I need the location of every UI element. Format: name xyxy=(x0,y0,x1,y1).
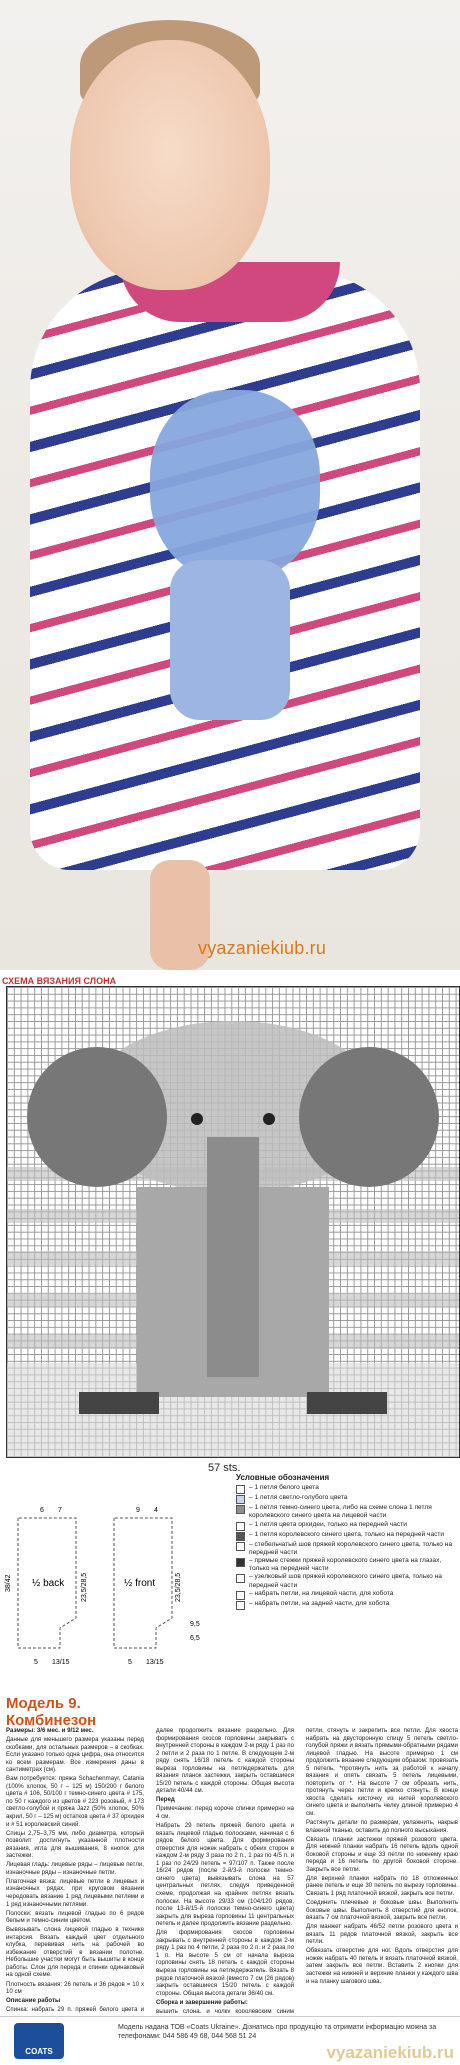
paragraph: Размеры: 3/6 мес. и 9/12 мес. xyxy=(6,1727,94,1734)
paragraph: Растянуть детали по размерам, увлажнить, накрыв влажной тканью, оставить до полного высыхания. xyxy=(306,1819,458,1834)
baby-head xyxy=(70,40,270,290)
dim-top-b: 7 xyxy=(58,1507,62,1514)
stitch-count-label: 57 sts. xyxy=(208,1462,241,1474)
legend-swatch xyxy=(236,1505,245,1514)
legend-swatch xyxy=(236,1522,245,1531)
model-number: Модель 9. xyxy=(6,1695,81,1712)
legend-swatch xyxy=(236,1485,245,1494)
legend-label: – 1 петля белого цвета xyxy=(249,1484,319,1492)
paragraph: Примечание: перед короче спинки примерно на 4 см. xyxy=(156,1805,294,1821)
paragraph: Плотность вязания: 26 петель и 36 рядов = 10 х 10 см xyxy=(6,1980,144,1996)
legend-label: – 1 петля светло-голубого цвета xyxy=(249,1494,348,1502)
legend-item xyxy=(236,1573,456,1589)
pattern-schematic xyxy=(4,1478,224,1690)
paragraph: петли, стянуть и закрепить все петли. Для хвоста набрать на двусторонную спицу 5 петель светло-голубой пряжи и вязать прямыми-обратными рядами лицевой гладью. На высоте примерно 1 см продолжить вязание следующим образом: провязать 5 петель, *протянуть нить за работой к началу вязания и опять связать 5 петель лицевыми, повторить от *. На высоте 7 см обрезать нить, протянуть через петли и крепко стянуть. В конце хвоста сделать кисточку из нитей королевского синего цвета и выполнить челку длиной примерно 4 см. xyxy=(306,1727,458,1818)
elephant-motif xyxy=(150,390,320,580)
legend-swatch xyxy=(236,1532,245,1541)
dim-back-height: 38/42 xyxy=(5,1574,12,1592)
paragraph: далее продолжить вязание раздельно. Для формирования скосов горловины закрывать с внутренней стороны в каждом 2-м ряду 1 раз по 2 петли и 2 раза по 1 петле. В следующем 2-м ряду снять 16/18 петель с каждой стороны выреза горловины на петледержатель для вязания планок застежки, закрыть оставшиеся 15/20 петель с каждой стороны. Общая высота детали 40/44 см. xyxy=(156,1727,294,1795)
legend-title: Условные обозначения xyxy=(236,1473,330,1482)
dim-front-body: 23,5/28,5 xyxy=(175,1572,182,1602)
paragraph: Для манжет набрать 46/52 петли розового цвета и вязать 11 рядов платочной вязкой, закрыть все петли. xyxy=(306,1923,458,1946)
legend-label: – узелковый шов пряжей королевского синего цвета, только на передней части xyxy=(249,1573,442,1589)
instructions-text xyxy=(6,1727,458,2013)
photo-watermark: vyazaniekiub.ru xyxy=(198,938,327,958)
chart-section-title: СХЕМА ВЯЗАНИЯ СЛОНА xyxy=(2,976,117,986)
model-name: Комбинезон xyxy=(6,1712,97,1729)
legend-label: – набрать петли, на задней части, для хобота xyxy=(249,1599,390,1607)
dim-leg: 6,5 xyxy=(190,1635,200,1642)
legend-item xyxy=(236,1521,456,1531)
legend-item xyxy=(236,1590,456,1600)
coats-logo: COATS xyxy=(14,2023,64,2059)
elephant-chart-motif xyxy=(7,987,459,1457)
legend-item xyxy=(236,1504,456,1520)
dim-bottom-a: 5 xyxy=(34,1659,38,1666)
legend-label: – прямые стежки пряжей королевского синего цвета на глазах, только на передней части xyxy=(249,1557,442,1573)
paragraph: Вывязывать слона лицевой гладью в технике интарсия. Вязать каждый цвет отдельного клубка, перевивая нить на рабочей во избежание отверстий в вязании полотне. Небольшие участки могут быть вышиты в конце работы. Слон для переда и спинки одинаковый на одной схеме. xyxy=(6,1926,144,1979)
footer xyxy=(0,2016,460,2065)
legend-item xyxy=(236,1531,456,1541)
dim-back-body: 23,5/28,5 xyxy=(81,1572,88,1602)
dim-bottom-c: 5 xyxy=(128,1659,132,1666)
paragraph: вышить слона, и чолку королевским синим xyxy=(156,2007,294,2013)
paragraph: Набрать 29 петель пряжей белого цвета и вязать лицевой гладью полосками, начиная с 6 рядов белого цвета. Для формирования отверстия для ножек набрать с обеих сторон в каждом 2-м ряду 3 раза по 2 п., 1 раз по 4/5 п. и 1 раз по 24/29 петель = 97/107 п. Также после 16/24 рядов (после 2-й/3-й полоски темно-синего цвета) вывязывать слона на 57 центральных петлях, следуя приведенной схеме, продолжая на крайних петлях вязать полоски. На высоте 29/33 см (104/120 рядов, после 13-й/15-й полоски темно-синего цвета) закрыть для выреза горловины 11 центральных петель и далее продолжить вязание раздельно. xyxy=(156,1822,294,1928)
legend-label: – 1 петля королевского синего цвета, только на передней части xyxy=(249,1530,445,1538)
paragraph: Обвязать отверстие для ног. Вдоль отверстия для ножек набрать 40 петель и вязать платочной вязкой, затем закрыть все петли. Вставить 2 кнопки для застежки на нижней и верхние планки у каждого шва и на планку шагового шва. xyxy=(306,1947,458,1985)
legend-swatch xyxy=(236,1601,245,1610)
legend-item xyxy=(236,1484,456,1494)
text-column-3 xyxy=(306,1727,458,1987)
dim-leg2: 9,5 xyxy=(190,1621,200,1628)
legend-swatch xyxy=(236,1558,245,1567)
paragraph: Спицы 2,75–3,75 мм, либо диаметра, который позволит достигнуть указанной плотности вязания, игла для вышивания, 8 кнопок для застежки. xyxy=(6,1829,144,1860)
dim-top-a: 6 xyxy=(40,1507,44,1514)
legend-swatch xyxy=(236,1495,245,1504)
back-label: ½ back xyxy=(32,1578,65,1589)
paragraph: Лицевая гладь: лицевые ряды – лицевые петли, изнаночные ряды – изнаночные петли. xyxy=(6,1861,144,1876)
footer-text: Модель надана ТОВ «Coats Ukraine». Дізнатись про продукцію та отримати інформацію можна за телефонами: 044 586 49 68, 044 568 51 24 xyxy=(118,2024,437,2040)
dim-bottom-d: 13/15 xyxy=(146,1659,164,1666)
paragraph: Перед xyxy=(156,1796,175,1804)
model-title xyxy=(6,1695,96,1729)
dim-bottom-b: 13/15 xyxy=(52,1659,70,1666)
paragraph: Спинка: набрать 29 п. пряжей белого цвета и xyxy=(6,2006,144,2013)
elephant-chart-grid xyxy=(6,986,460,1458)
dim-top-d: 4 xyxy=(154,1507,158,1514)
legend-swatch xyxy=(236,1542,245,1551)
legend-item xyxy=(236,1541,456,1557)
paragraph: Описание работы xyxy=(6,1997,61,2005)
product-photo xyxy=(0,0,460,970)
text-column-1 xyxy=(6,1727,144,2013)
legend-item xyxy=(236,1600,456,1610)
legend-label: – стебельчатый шов пряжей королевского синего цвета, только на передней части xyxy=(249,1540,453,1556)
paragraph: Для формирования скосов горловины закрывать с внутренней стороны в каждом 2-м ряду 1 раз по 4 петли, 2 раза по 2 п. и 2 раза по 1 п. На высоте 5 см от начала выреза горловины снять 18 петель с каждой стороны выреза горловины на петледержатель. Вязать 8 рядов платочной вязкой (вместо 7 см (26 рядов) закрыть оставшиеся 15/20 петель с каждой стороны. Общая высота детали 36/40 см. xyxy=(156,1929,294,1997)
legend-item xyxy=(236,1557,456,1573)
paragraph: Данные для меньшего размера указаны перед скобками, для остальных размеров – в скобках. Если указано только одна цифра, она относится ко всем размерам. Все измерения даны в сантиметрах (см). xyxy=(6,1736,144,1774)
footer-watermark: vyazaniekiub.ru xyxy=(326,2043,454,2062)
legend-label: – набрать петли, на лицевой части, для хобота xyxy=(249,1589,394,1597)
paragraph: Связать планки застежки пряжей розового цвета. Для нижней планки набрать 16 петель вдоль одной боковой стороны и еще 33 петли по нижнему краю переда и 16 петель по другой боковой стороне. Закрыть все петли. xyxy=(306,1835,458,1873)
legend-label: – 1 петля темно-синего цвета, либо на схеме слона 1 петля королевского синего цвета на лицевой части xyxy=(249,1504,432,1520)
paragraph: Соединить плечевые и боковые швы. Выполнить боковые швы. Выполнить 8 отверстий для кнопок, вязать 7 см платочной вязкой, закрыть все петли. xyxy=(306,1899,458,1922)
front-label: ½ front xyxy=(124,1578,156,1589)
paragraph: Сборка и завершение работы: xyxy=(156,1998,248,2006)
dim-top-c: 9 xyxy=(136,1507,140,1514)
elephant-trunk-motif xyxy=(170,560,290,720)
paragraph: Платочная вязка: лицевые петли в лицевых и изнаночных рядах, при круговом вязании чередовать вязание 1 ряд лицевыми петлями и 1 ряд изнаночными петлями. xyxy=(6,1877,144,1908)
paragraph: Полоски: вязать лицевой гладью по 6 рядов белым и темно-синим цветом. xyxy=(6,1909,144,1925)
paragraph: Вам потребуется: пряжа Schachenmayr, Catania (100% хлопок, 50 г – 125 м) 150/200 г белого цвета # 106, 50/100 г темно-синего цвета # 175, по 50 г каждого из цветов # 223 розовый, # 173 светло-голубой и пряжа Jazz (50% хлопок, 50% акрил, 50 г – 125 м) остатков цвета # 37 орхидея и # 51 королевский синий. xyxy=(6,1775,144,1828)
paragraph: Для верхней планки набрать по 18 отложенных ранее петель и еще 30 петель по вырезу горловины. Связать 1 ряд платочной вязкой, закрыть все петли. xyxy=(306,1874,458,1897)
legend-item xyxy=(236,1494,456,1504)
text-column-2 xyxy=(156,1727,294,2013)
legend-label: – 1 петля цвета орхидеи, только на передней части xyxy=(249,1520,407,1528)
legend-swatch xyxy=(236,1574,245,1583)
legend xyxy=(236,1474,456,1610)
legend-swatch xyxy=(236,1591,245,1600)
